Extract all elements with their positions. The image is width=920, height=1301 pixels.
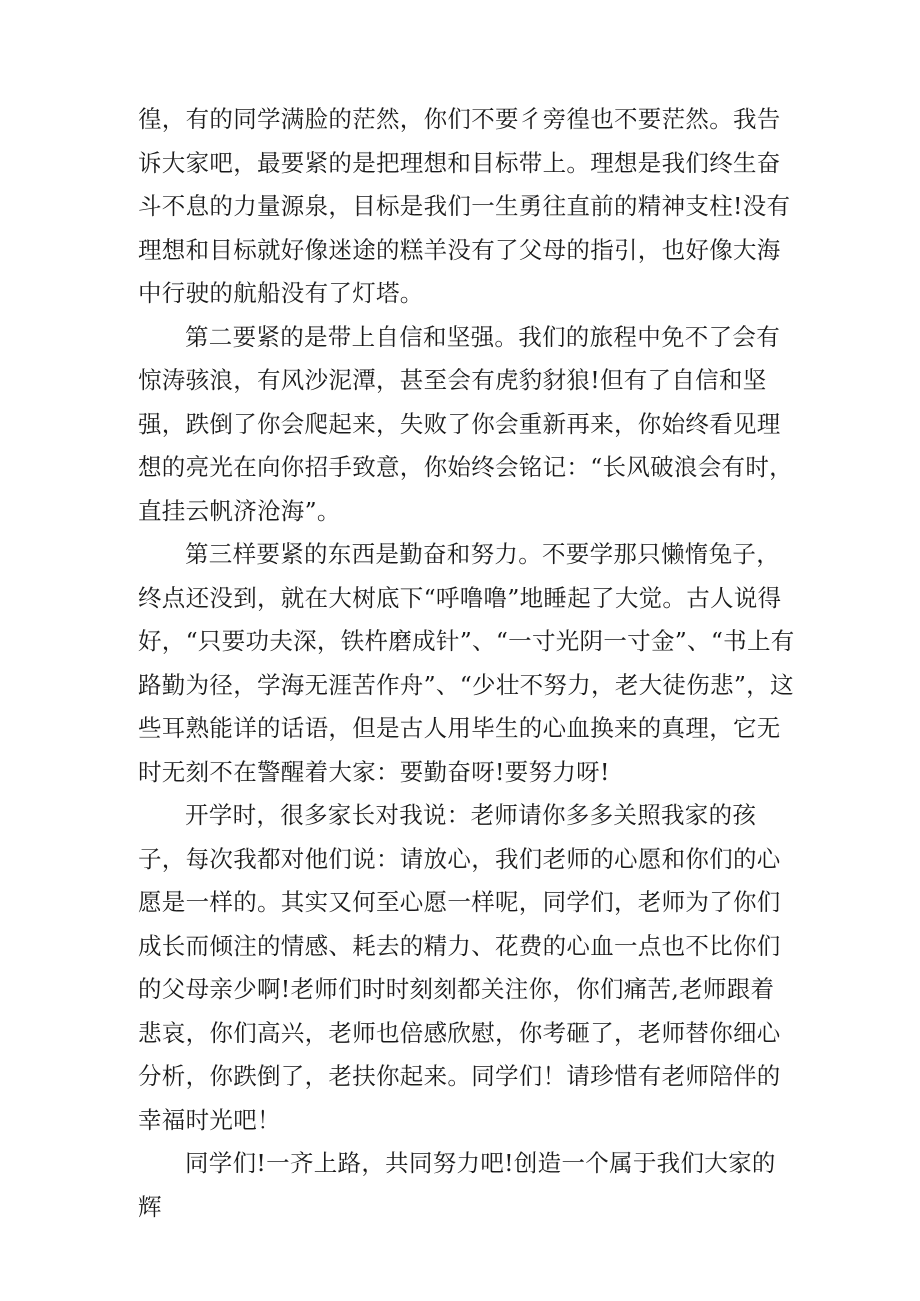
paragraph-continued: 徨，有的同学满脸的茫然，你们不要彳旁徨也不要茫然。我告诉大家吧，最要紧的是把理想和目标带上。理想是我们终生奋斗不息的力量源泉，目标是我们一生勇往直前的精神支柱!没有理想和目标就好像迷途的糕羊没有了父母的指引，也好像大海中行驶的航船没有了灯塔。 <box>138 105 791 307</box>
paragraph-parents-teachers: 开学时，很多家长对我说：老师请你多多关照我家的孩子，每次我都对他们说：请放心，我们老师的心愿和你们的心愿是一样的。其实又何至心愿一样呢，同学们，老师为了你们成长而倾注的情感、耗去的精力、花费的心血一点也不比你们的父母亲少啊!老师们时时刻刻都关注你，你们痛苦,老师跟着悲哀，你们高兴，老师也倍感欣慰，你考砸了，老师替你细心分析，你跌倒了，老扶你起来。同学们！请珍惜有老师陪伴的幸福时光吧！ <box>138 801 781 1134</box>
paragraph-second-essential: 第二要紧的是带上自信和坚强。我们的旅程中免不了会有惊涛骇浪，有风沙泥潭，甚至会有虎豹豺狼!但有了自信和坚强，跌倒了你会爬起来，失败了你会重新再来，你始终看见理想的亮光在向你招手致意，你始终会铭记：“长风破浪会有时，直挂云帆济沧海”。 <box>138 322 793 525</box>
paragraph-closing: 同学们!一齐上路，共同努力吧!创造一个属于我们大家的辉 <box>138 1149 776 1221</box>
body-text <box>138 98 798 1229</box>
paragraph-third-essential: 第三样要紧的东西是勤奋和努力。不要学那只懒惰兔子，终点还没到，就在大树底下“呼噜噜”地睡起了大觉。古人说得好，“只要功夫深，铁杵磨成针”、“一寸光阴一寸金”、“书上有路勤为径，学海无涯苦作舟”、“少壮不努力，老大徒伤悲”，这些耳熟能详的话语，但是古人用毕生的心血换来的真理，它无时无刻不在警醒着大家：要勤奋呀!要努力呀! <box>138 540 795 786</box>
